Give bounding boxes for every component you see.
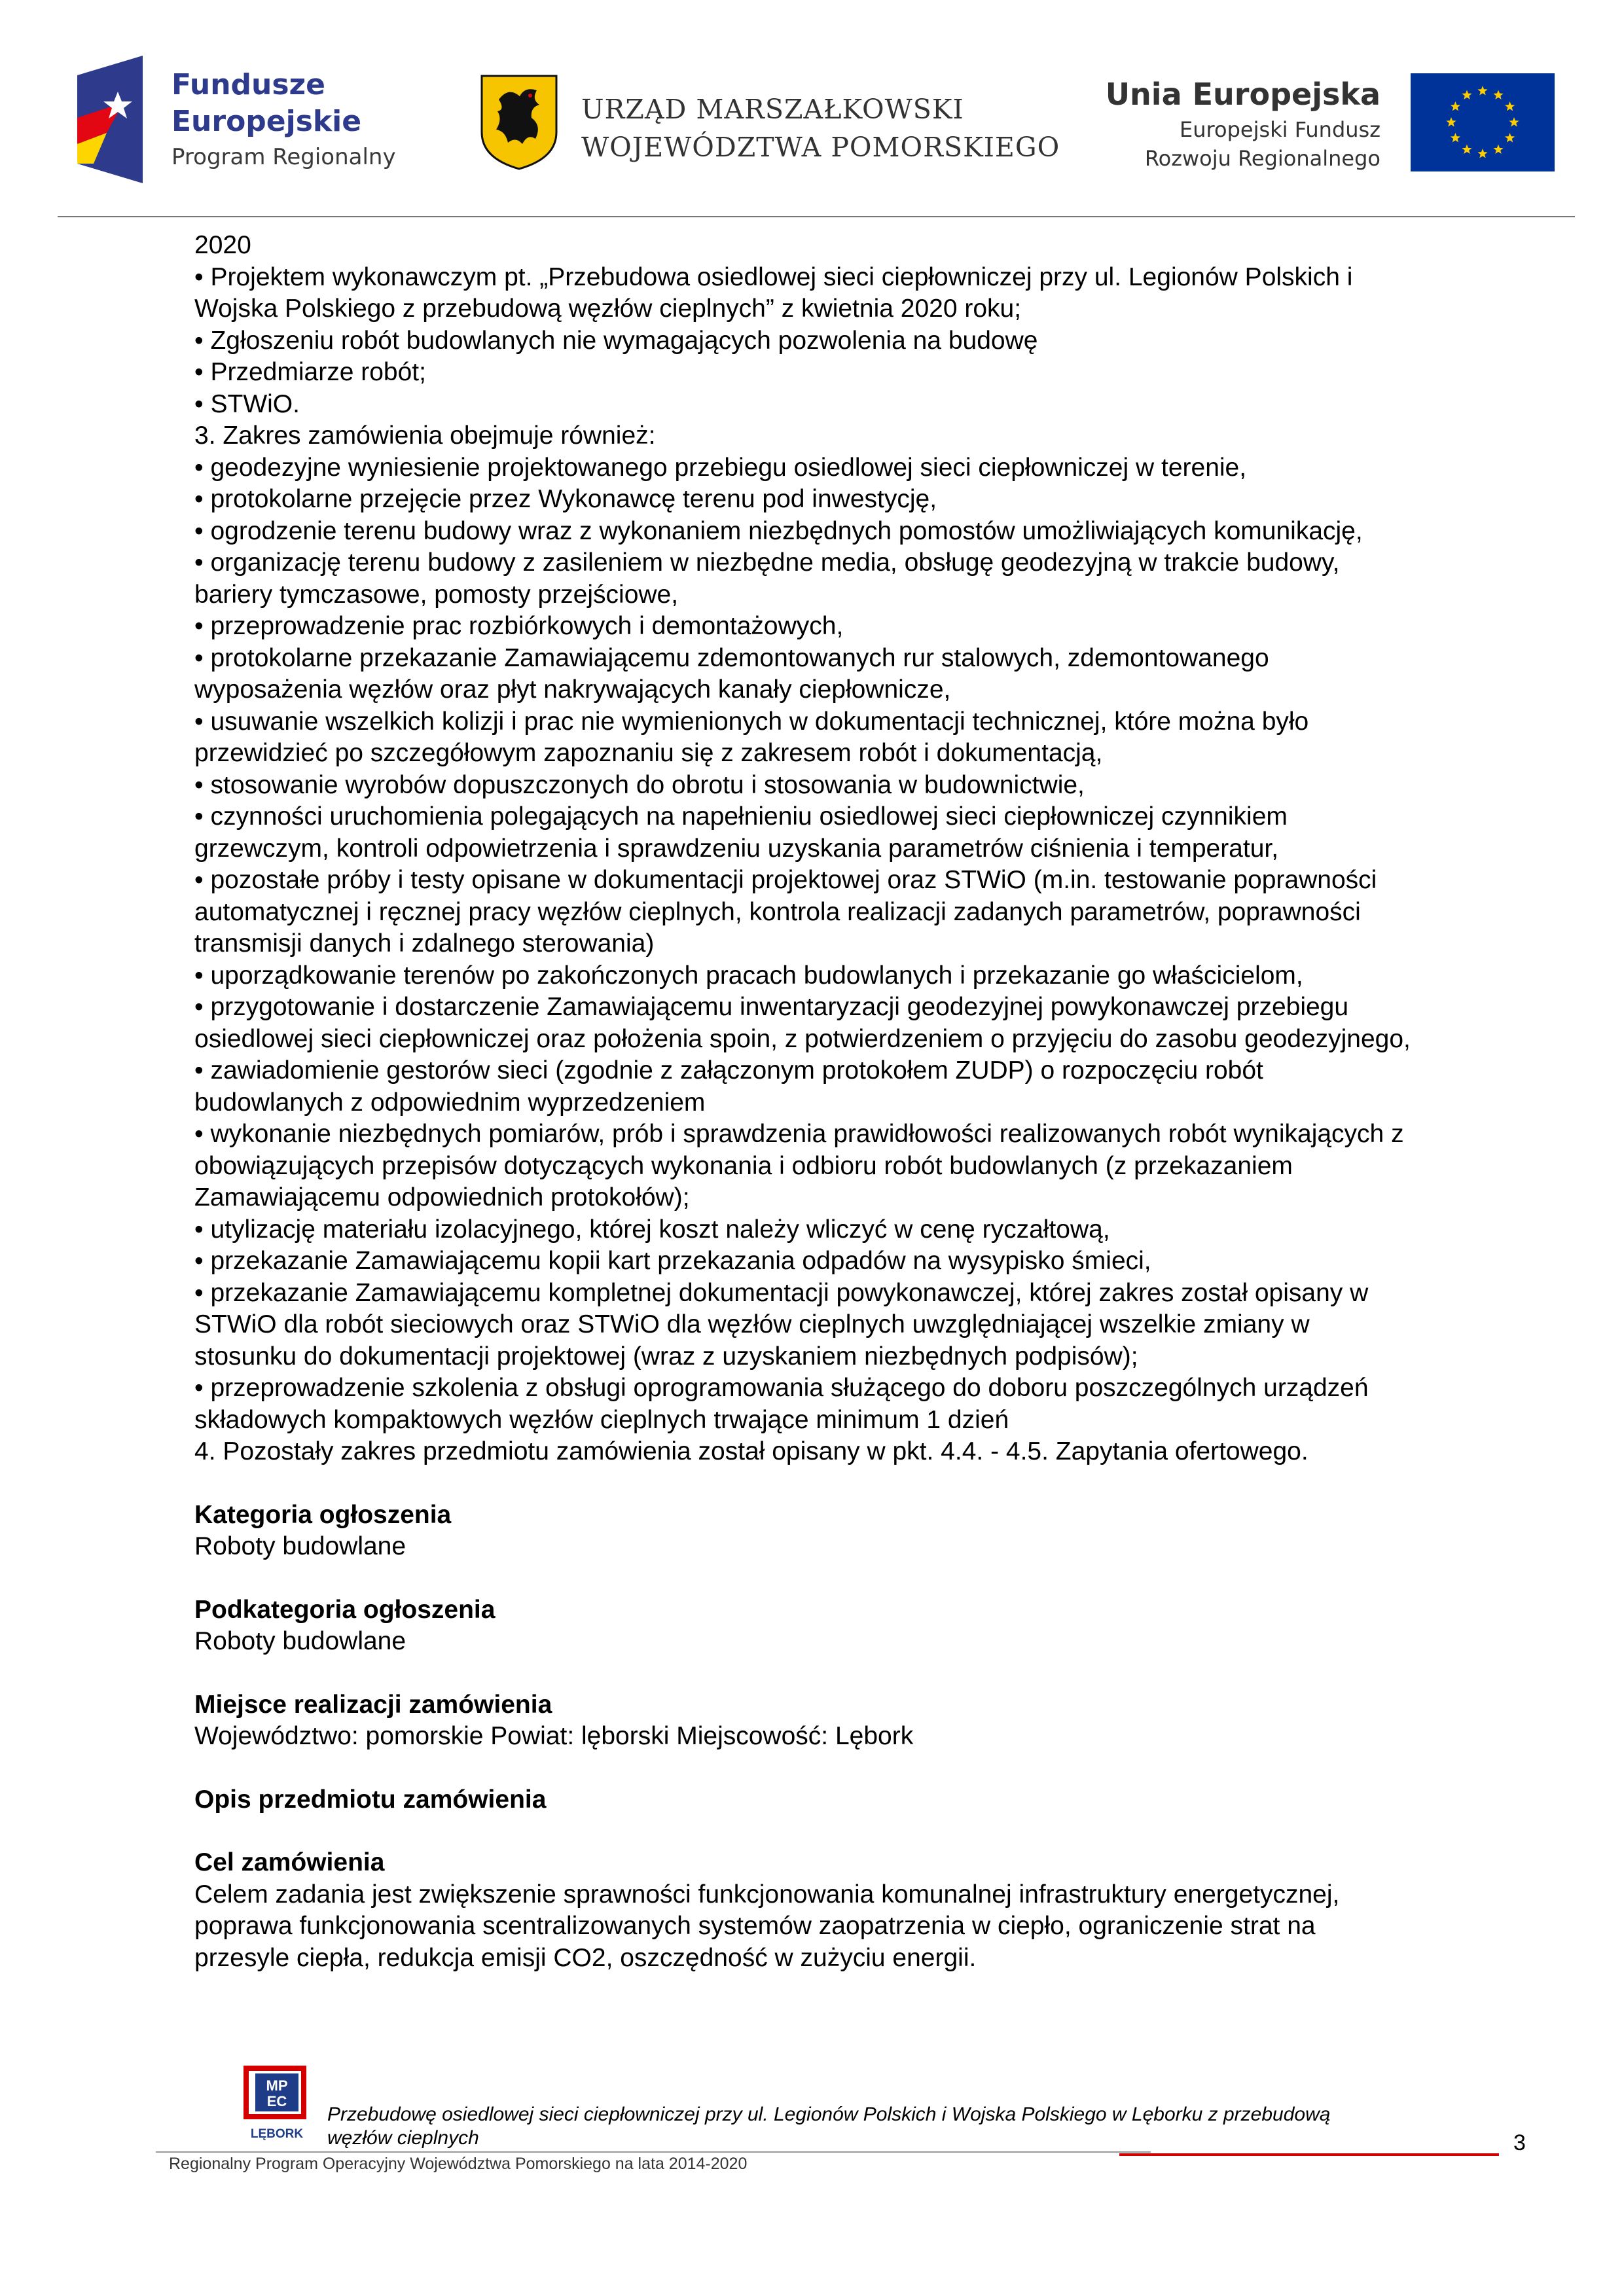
opis-heading: Opis przedmiotu zamówienia: [194, 1785, 547, 1814]
body-line: • przeprowadzenie szkolenia z obsługi oprogramowania służącego do doboru poszczególnych urządzeń: [194, 1374, 1369, 1402]
footer-program-text: Regionalny Program Operacyjny Województwa Pomorskiego na lata 2014-2020: [169, 2155, 748, 2173]
body-line: automatycznej i ręcznej pracy węzłów cieplnych, kontrola realizacji zadanych parametrów, poprawności: [194, 897, 1361, 926]
body-line: przewidzieć po szczegółowym zapoznaniu się z zakresem robót i dokumentacją,: [194, 739, 1103, 767]
footer-divider-gray: [156, 2151, 1151, 2153]
body-line: • uporządkowanie terenów po zakończonych pracach budowlanych i przekazanie go właścicielom,: [194, 961, 1303, 990]
cel-heading: Cel zamówienia: [194, 1848, 385, 1876]
fundusze-europejskie-logo: [77, 56, 143, 183]
body-line: grzewczym, kontroli odpowietrzenia i sprawdzeniu uzyskania parametrów ciśnienia i temperatur,: [194, 834, 1279, 863]
eu-flag-icon: [1411, 73, 1555, 171]
body-line: • przeprowadzenie prac rozbiórkowych i demontażowych,: [194, 612, 844, 640]
ue-line3: Rozwoju Regionalnego: [1144, 146, 1380, 171]
body-line: • protokolarne przejęcie przez Wykonawcę terenu pod inwestycję,: [194, 485, 937, 513]
pomorskie-crest-icon: [479, 73, 559, 170]
mpec-text-top: MP: [266, 2077, 288, 2094]
body-line: • wykonanie niezbędnych pomiarów, prób i sprawdzenia prawidłowości realizowanych robót wynikających z: [194, 1120, 1404, 1148]
body-line: budowlanych z odpowiednim wyprzedzeniem: [194, 1088, 706, 1117]
body-line: • przekazanie Zamawiającemu kopii kart przekazania odpadów na wysypisko śmieci,: [194, 1247, 1151, 1275]
body-line: STWiO dla robót sieciowych oraz STWiO dla węzłów cieplnych uwzględniającej wszelkie zmiany w: [194, 1310, 1310, 1338]
body-line: • przekazanie Zamawiającemu kompletnej dokumentacji powykonawczej, której zakres został opisany w: [194, 1278, 1369, 1307]
body-line: • pozostałe próby i testy opisane w dokumentacji projektowej oraz STWiO (m.in. testowanie poprawności: [194, 866, 1377, 894]
kategoria-value: Roboty budowlane: [194, 1532, 406, 1560]
header-divider: [58, 216, 1575, 217]
mpec-text-city: LĘBORK: [250, 2127, 304, 2141]
footer-caption-line2: węzłów cieplnych: [327, 2127, 479, 2149]
body-line: osiedlowej sieci ciepłowniczej oraz położenia spoin, z potwierdzeniem o przyjęciu do zasobu geodezyjnego,: [194, 1024, 1411, 1053]
urzad-line2: WOJEWÓDZTWA POMORSKIEGO: [581, 132, 1060, 163]
fe-line2: Europejskie: [171, 105, 362, 138]
body-line: • czynności uruchomienia polegających na napełnieniu osiedlowej sieci ciepłowniczej czynnikiem: [194, 802, 1288, 831]
body-line: • ogrodzenie terenu budowy wraz z wykonaniem niezbędnych pomostów umożliwiających komunikację,: [194, 516, 1363, 545]
fundusze-europejskie-text: [171, 67, 396, 174]
body-line: Zamawiającemu odpowiednich protokołów);: [194, 1183, 690, 1211]
unia-europejska-text: [1106, 73, 1380, 173]
body-line: • utylizację materiału izolacyjnego, której koszt należy wliczyć w cenę ryczałtową,: [194, 1215, 1110, 1244]
body-line: • STWiO.: [194, 389, 300, 418]
miejsce-value: Województwo: pomorskie Powiat: lęborski Miejscowość: Lębork: [194, 1722, 914, 1750]
body-line: • Projektem wykonawczym pt. „Przebudowa osiedlowej sieci ciepłowniczej przy ul. Legionów Polskich i: [194, 262, 1353, 291]
body-line: bariery tymczasowe, pomosty przejściowe,: [194, 580, 679, 609]
page-header: [0, 0, 1624, 216]
mpec-text-mid: EC: [266, 2093, 287, 2109]
podkategoria-heading: Podkategoria ogłoszenia: [194, 1595, 496, 1624]
body-line: • organizację terenu budowy z zasileniem w niezbędne media, obsługę geodezyjną w trakcie budowy,: [194, 548, 1340, 577]
ue-line2: Europejski Fundusz: [1180, 117, 1380, 142]
body-line: • protokolarne przekazanie Zamawiającemu zdemontowanych rur stalowych, zdemontowanego: [194, 643, 1269, 672]
body-line: 2020: [194, 231, 251, 259]
ue-line1: Unia Europejska: [1105, 77, 1380, 112]
document-body: [194, 230, 1497, 1974]
body-line: • przygotowanie i dostarczenie Zamawiającemu inwentaryzacji geodezyjnej powykonawczej przebiegu: [194, 993, 1349, 1021]
cel-line: poprawa funkcjonowania scentralizowanych systemów zaopatrzenia w ciepło, ograniczenie strat na: [194, 1912, 1316, 1940]
scope-list: [194, 230, 1497, 1468]
body-line: 3. Zakres zamówienia obejmuje również:: [194, 422, 656, 450]
podkategoria-value: Roboty budowlane: [194, 1627, 406, 1655]
body-line: • usuwanie wszelkich kolizji i prac nie wymienionych w dokumentacji technicznej, które można było: [194, 707, 1309, 736]
footer-divider-red: [1119, 2153, 1499, 2156]
body-line: 4. Pozostały zakres przedmiotu zamówienia został opisany w pkt. 4.4. - 4.5. Zapytania ofertowego.: [194, 1437, 1308, 1465]
footer-caption-line1: Przebudowę osiedlowej sieci ciepłowniczej przy ul. Legionów Polskich i Wojska Polskiego w Lęborku z przebudową: [327, 2104, 1331, 2125]
body-line: • Zgłoszeniu robót budowlanych nie wymagających pozwolenia na budowę: [194, 326, 1038, 355]
body-line: • zawiadomienie gestorów sieci (zgodnie z załączonym protokołem ZUDP) o rozpoczęciu robót: [194, 1056, 1263, 1085]
fe-line3: Program Regionalny: [171, 144, 396, 170]
spacer: [194, 1658, 1497, 1689]
body-line: transmisji danych i zdalnego sterowania): [194, 929, 655, 958]
kategoria-heading: Kategoria ogłoszenia: [194, 1500, 452, 1529]
mpec-lebork-logo: [241, 2062, 313, 2147]
body-line: obowiązujących przepisów dotyczących wykonania i odbioru robót budowlanych (z przekazaniem: [194, 1151, 1293, 1180]
fe-line1: Fundusze: [171, 68, 325, 101]
body-line: • geodezyjne wyniesienie projektowanego przebiegu osiedlowej sieci ciepłowniczej w terenie,: [194, 453, 1247, 482]
cel-line: przesyle ciepła, redukcja emisji CO2, oszczędność w zużyciu energii.: [194, 1943, 977, 1972]
urzad-line1: URZĄD MARSZAŁKOWSKI: [581, 94, 964, 125]
cel-line: Celem zadania jest zwiększenie sprawności funkcjonowania komunalnej infrastruktury energetycznej,: [194, 1880, 1340, 1909]
footer-project-caption: [327, 2103, 1492, 2150]
body-line: • Przedmiarze robót;: [194, 358, 426, 386]
body-line: Wojska Polskiego z przebudową węzłów cieplnych” z kwietnia 2020 roku;: [194, 295, 1022, 323]
urzad-marszalkowski-text: [581, 90, 1060, 166]
body-line: składowych kompaktowych węzłów cieplnych trwające minimum 1 dzień: [194, 1405, 1009, 1434]
body-line: stosunku do dokumentacji projektowej (wraz z uzyskaniem niezbędnych podpisów);: [194, 1342, 1138, 1371]
miejsce-heading: Miejsce realizacji zamówienia: [194, 1690, 552, 1719]
spacer: [194, 1816, 1497, 1847]
body-line: wyposażenia węzłów oraz płyt nakrywających kanały ciepłownicze,: [194, 675, 951, 704]
body-line: • stosowanie wyrobów dopuszczonych do obrotu i stosowania w budownictwie,: [194, 770, 1085, 799]
spacer: [194, 1563, 1497, 1594]
spacer: [194, 1753, 1497, 1784]
spacer: [194, 1468, 1497, 1499]
page-number: 3: [1513, 2130, 1526, 2155]
